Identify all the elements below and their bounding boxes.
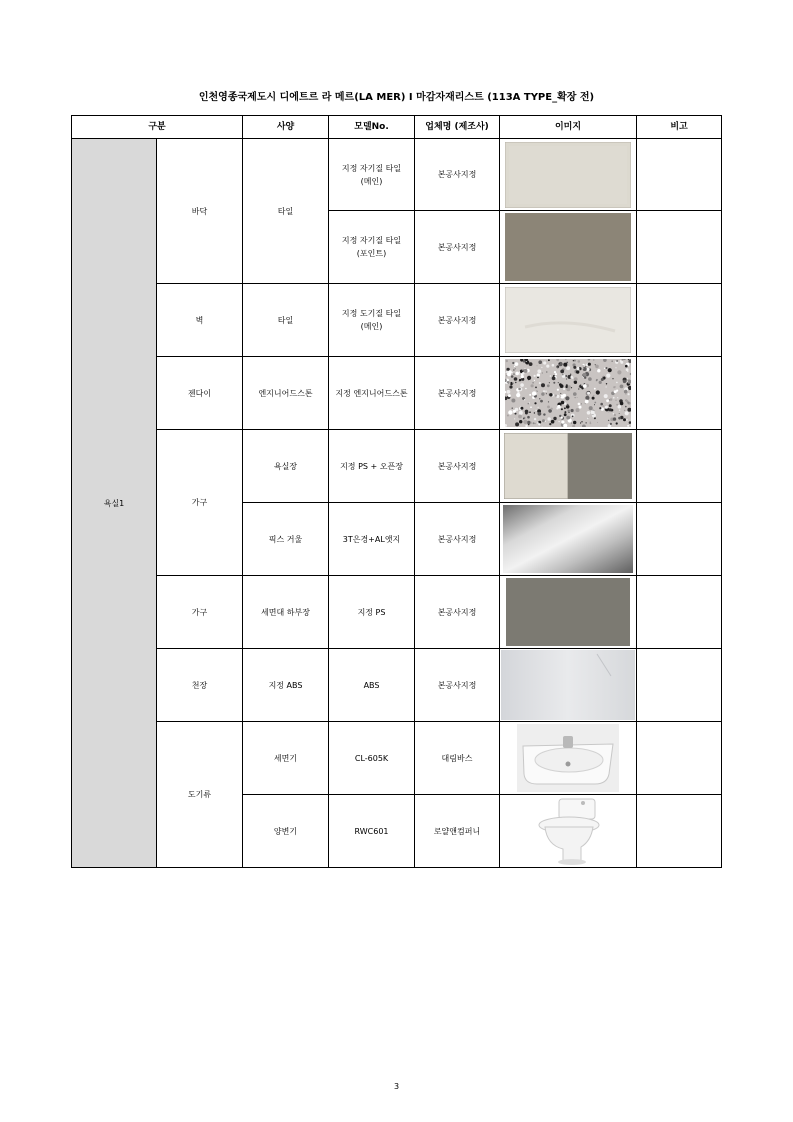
image-cell <box>500 722 637 795</box>
image-cell <box>500 649 637 722</box>
group-cell: 가구 <box>157 576 243 649</box>
maker-cell: 본공사지정 <box>415 430 500 503</box>
maker-cell: 대림바스 <box>415 722 500 795</box>
swatch-cabinet-two-tone <box>504 433 632 499</box>
model-cell: 지정 PS <box>329 576 415 649</box>
group-cell: 젠다이 <box>157 357 243 430</box>
washbasin-icon <box>517 724 619 792</box>
note-cell <box>637 722 722 795</box>
group-cell: 벽 <box>157 284 243 357</box>
swatch-white-abs-ceiling <box>501 650 635 720</box>
spec-cell: 지정 ABS <box>243 649 329 722</box>
maker-cell: 본공사지정 <box>415 576 500 649</box>
swatch-white-wall-tile <box>505 287 631 353</box>
header-image: 이미지 <box>500 116 637 139</box>
image-cell <box>500 284 637 357</box>
note-cell <box>637 284 722 357</box>
table-row <box>72 139 722 211</box>
spec-cell: 픽스 거울 <box>243 503 329 576</box>
model-cell: RWC601 <box>329 795 415 868</box>
spec-cell: 타일 <box>243 284 329 357</box>
note-cell <box>637 430 722 503</box>
spec-cell: 양변기 <box>243 795 329 868</box>
maker-cell: 로얄앤컴퍼니 <box>415 795 500 868</box>
image-cell <box>500 795 637 868</box>
table-row <box>72 576 722 649</box>
model-cell: 지정 자기질 타일 (메인) <box>329 139 415 211</box>
swatch-granite-stone <box>505 359 631 427</box>
image-cell <box>500 503 637 576</box>
table-row <box>72 649 722 722</box>
note-cell <box>637 576 722 649</box>
model-cell: CL-605K <box>329 722 415 795</box>
header-model: 모델No. <box>329 116 415 139</box>
swatch-taupe-tile <box>505 213 631 281</box>
group-cell: 가구 <box>157 430 243 576</box>
maker-cell: 본공사지정 <box>415 284 500 357</box>
image-cell <box>500 139 637 211</box>
toilet-icon <box>533 797 603 865</box>
image-cell <box>500 211 637 284</box>
page-number: 3 <box>393 1082 400 1091</box>
model-cell: 3T은경+AL앳지 <box>329 503 415 576</box>
note-cell <box>637 795 722 868</box>
header-row <box>72 116 722 139</box>
image-cell <box>500 576 637 649</box>
note-cell <box>637 211 722 284</box>
header-spec: 사양 <box>243 116 329 139</box>
header-note: 비고 <box>637 116 722 139</box>
group-cell: 바닥 <box>157 139 243 284</box>
model-cell: 지정 도기질 타일 (메인) <box>329 284 415 357</box>
spec-cell: 세면대 하부장 <box>243 576 329 649</box>
maker-cell: 본공사지정 <box>415 211 500 284</box>
maker-cell: 본공사지정 <box>415 357 500 430</box>
model-cell: 지정 자기질 타일 (포인트) <box>329 211 415 284</box>
swatch-grey-ps-panel <box>506 578 630 646</box>
image-cell <box>500 430 637 503</box>
group-cell: 천장 <box>157 649 243 722</box>
table-row <box>72 430 722 503</box>
note-cell <box>637 649 722 722</box>
image-cell <box>500 357 637 430</box>
swatch-mirror-silver <box>503 505 633 573</box>
maker-cell: 본공사지정 <box>415 139 500 211</box>
model-cell: 지정 PS + 오픈장 <box>329 430 415 503</box>
maker-cell: 본공사지정 <box>415 649 500 722</box>
header-category: 구분 <box>72 116 243 139</box>
table-row <box>72 284 722 357</box>
spec-cell: 세면기 <box>243 722 329 795</box>
spec-cell: 엔지니어드스톤 <box>243 357 329 430</box>
page-title: 인천영종국제도시 디에트르 라 메르(LA MER) I 마감자재리스트 (113A TYPE_확장 전) <box>198 92 595 103</box>
swatch-light-beige-tile <box>505 142 631 208</box>
table-row <box>72 722 722 795</box>
note-cell <box>637 357 722 430</box>
spec-cell: 타일 <box>243 139 329 284</box>
model-cell: ABS <box>329 649 415 722</box>
finish-material-table <box>71 115 722 868</box>
table-row <box>72 357 722 430</box>
group-cell: 도기류 <box>157 722 243 868</box>
header-maker: 업체명 (제조사) <box>415 116 500 139</box>
note-cell <box>637 139 722 211</box>
room-cell: 욕실1 <box>72 139 157 868</box>
spec-cell: 욕실장 <box>243 430 329 503</box>
model-cell: 지정 엔지니어드스톤 <box>329 357 415 430</box>
note-cell <box>637 503 722 576</box>
maker-cell: 본공사지정 <box>415 503 500 576</box>
